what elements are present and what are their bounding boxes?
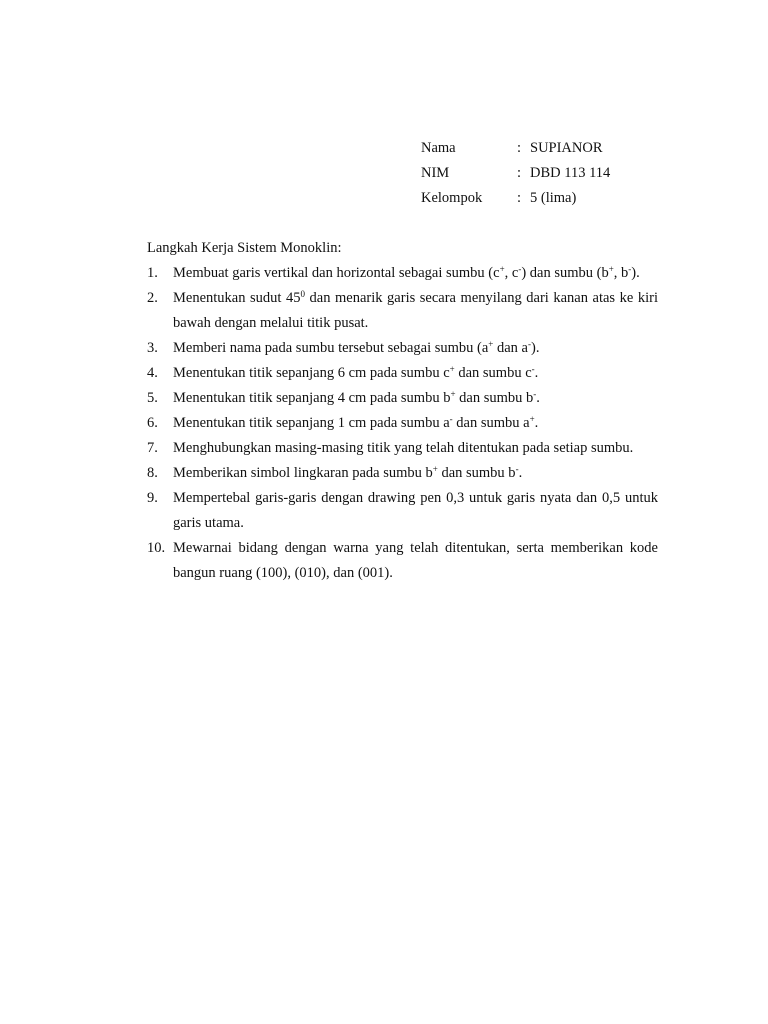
info-row-nim bbox=[421, 161, 610, 186]
step-text-segment: dan a bbox=[493, 340, 528, 356]
step-number: 5. bbox=[147, 390, 158, 406]
step-text bbox=[173, 286, 658, 336]
step-item bbox=[147, 411, 658, 436]
step-superscript: + bbox=[499, 264, 505, 274]
step-number: 9. bbox=[147, 490, 158, 506]
info-colon: : bbox=[517, 140, 522, 156]
step-text-segment: ). bbox=[531, 340, 540, 356]
step-superscript: + bbox=[529, 414, 535, 424]
section-title: Langkah Kerja Sistem Monoklin: bbox=[147, 240, 342, 256]
step-number: 6. bbox=[147, 415, 158, 431]
step-item bbox=[147, 536, 658, 586]
step-text-segment: Menentukan titik sepanjang 1 cm pada sumbu a bbox=[173, 415, 450, 431]
step-item bbox=[147, 261, 658, 286]
step-superscript: - bbox=[533, 389, 537, 399]
step-superscript: - bbox=[528, 339, 531, 349]
step-text-segment: . bbox=[534, 365, 539, 381]
step-text bbox=[173, 261, 658, 286]
step-superscript: 0 bbox=[300, 289, 305, 299]
step-text-segment: dan sumbu b bbox=[437, 465, 516, 481]
step-text-segment: Menentukan titik sepanjang 4 cm pada sumbu b bbox=[173, 390, 451, 406]
step-text-segment: Menghubungkan masing-masing titik yang telah ditentukan pada setiap sumbu. bbox=[173, 440, 634, 456]
step-number: 8. bbox=[147, 465, 158, 481]
step-text-segment: . bbox=[536, 390, 540, 406]
step-item bbox=[147, 436, 658, 461]
step-item bbox=[147, 286, 658, 336]
step-text bbox=[173, 461, 658, 486]
work-steps-section bbox=[147, 236, 658, 586]
step-text bbox=[173, 411, 658, 436]
student-info-block bbox=[421, 136, 610, 211]
step-text bbox=[173, 361, 658, 386]
step-item bbox=[147, 461, 658, 486]
step-text-segment: Mempertebal garis-garis dengan drawing pen 0,3 untuk garis nyata dan 0,5 untuk garis utama. bbox=[173, 490, 658, 531]
step-number: 3. bbox=[147, 340, 158, 356]
step-text-segment: . bbox=[518, 465, 523, 481]
step-superscript: + bbox=[449, 364, 455, 374]
step-number: 2. bbox=[147, 290, 158, 306]
step-number: 7. bbox=[147, 440, 158, 456]
step-text-segment: dan sumbu b bbox=[455, 390, 534, 406]
step-number: 10. bbox=[147, 540, 166, 556]
step-text-segment: dan sumbu a bbox=[452, 415, 530, 431]
step-superscript: + bbox=[608, 264, 614, 274]
info-value-name: SUPIANOR bbox=[530, 140, 603, 156]
step-text-segment: Memberi nama pada sumbu tersebut sebagai sumbu (a bbox=[173, 340, 489, 356]
step-text-segment: ). bbox=[631, 265, 640, 281]
info-row-kelompok bbox=[421, 186, 610, 211]
steps-list bbox=[147, 261, 658, 586]
step-superscript: - bbox=[449, 414, 453, 424]
info-row-nama bbox=[421, 136, 610, 161]
step-superscript: + bbox=[450, 389, 456, 399]
step-text-segment: dan sumbu c bbox=[454, 365, 532, 381]
step-text bbox=[173, 336, 658, 361]
step-text-segment: . bbox=[534, 415, 539, 431]
info-label: NIM bbox=[421, 165, 450, 181]
step-text-segment: ) dan sumbu (b bbox=[521, 265, 609, 281]
info-label: Nama bbox=[421, 140, 456, 156]
info-value-group: 5 (lima) bbox=[530, 190, 577, 206]
step-text-segment: Menentukan sudut 45 bbox=[173, 290, 301, 306]
step-superscript: - bbox=[518, 264, 522, 274]
step-item bbox=[147, 486, 658, 536]
step-number: 4. bbox=[147, 365, 158, 381]
step-text-segment: Menentukan titik sepanjang 6 cm pada sumbu c bbox=[173, 365, 450, 381]
step-superscript: - bbox=[531, 364, 535, 374]
step-item bbox=[147, 336, 658, 361]
step-text-segment: , c bbox=[504, 265, 519, 281]
info-colon: : bbox=[517, 165, 522, 181]
info-value-nim: DBD 113 114 bbox=[530, 165, 611, 181]
step-item bbox=[147, 386, 658, 411]
step-text-segment: , b bbox=[613, 265, 629, 281]
step-superscript: + bbox=[488, 339, 494, 349]
step-text-segment: Membuat garis vertikal dan horizontal sebagai sumbu (c bbox=[173, 265, 500, 281]
step-superscript: - bbox=[628, 264, 632, 274]
step-superscript: + bbox=[432, 464, 438, 474]
step-superscript: - bbox=[515, 464, 519, 474]
step-text-segment: Memberikan simbol lingkaran pada sumbu b bbox=[173, 465, 433, 481]
step-text-segment: Mewarnai bidang dengan warna yang telah ditentukan, serta memberikan kode bangun ruang (100), (010), dan (001). bbox=[173, 540, 658, 581]
step-item bbox=[147, 361, 658, 386]
info-label: Kelompok bbox=[421, 190, 483, 206]
step-text bbox=[173, 436, 658, 461]
step-text bbox=[173, 386, 658, 411]
step-text-segment: dan menarik garis secara menyilang dari kanan atas ke kiri bawah dengan melalui titik pusat. bbox=[173, 290, 658, 331]
step-text bbox=[173, 536, 658, 586]
info-colon: : bbox=[517, 190, 522, 206]
step-number: 1. bbox=[147, 265, 158, 281]
step-text bbox=[173, 486, 658, 536]
